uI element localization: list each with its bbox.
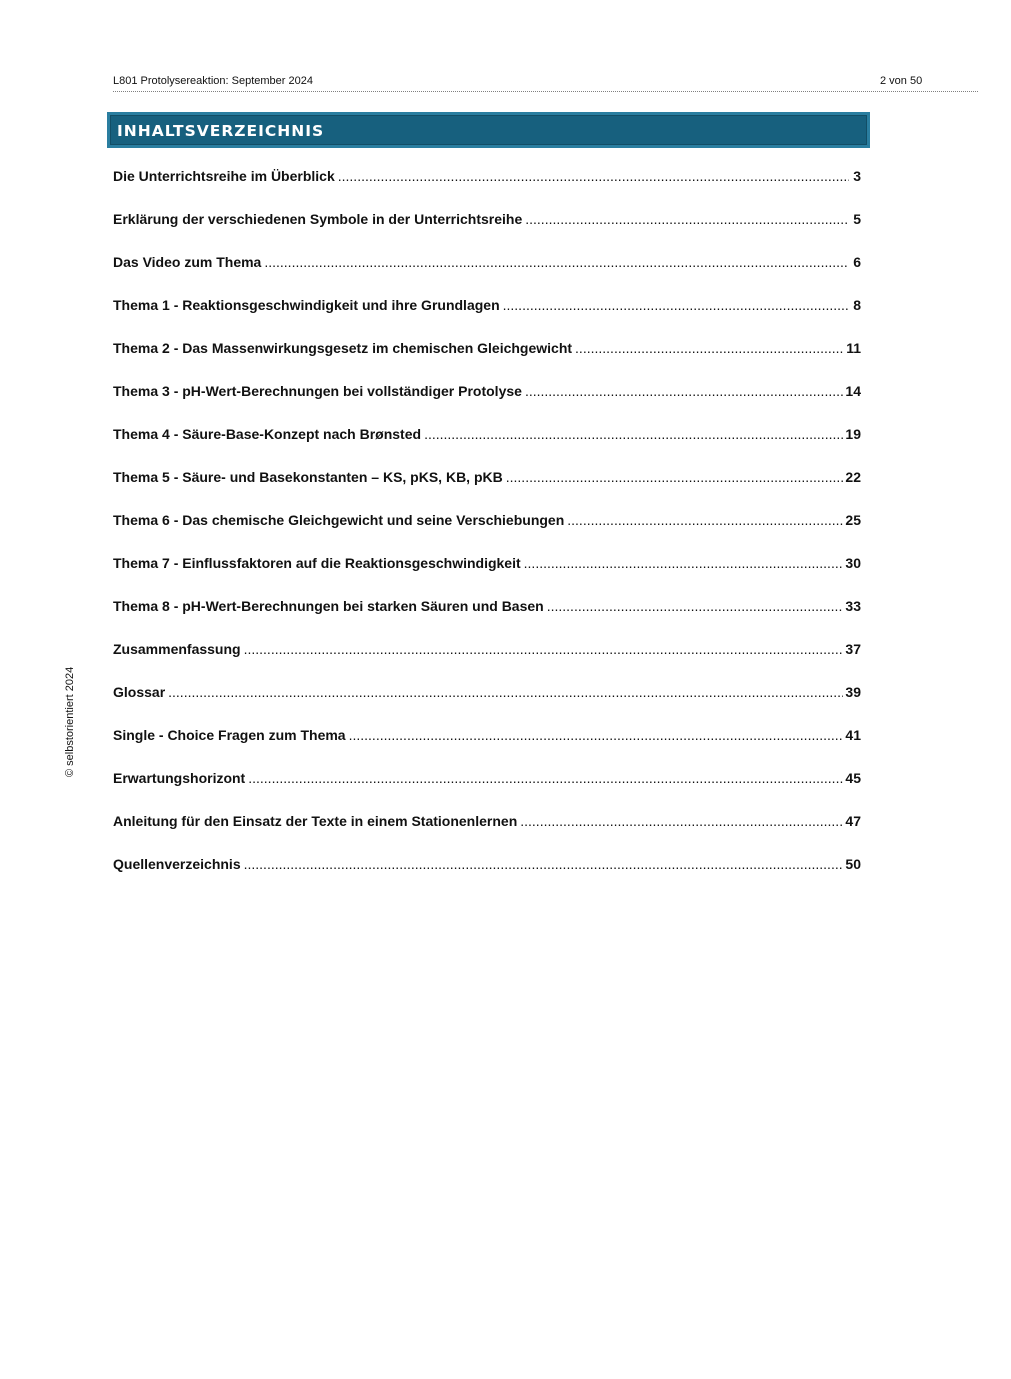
toc-entry-title: Thema 3 - pH-Wert-Berechnungen bei vollständiger Protolyse	[113, 383, 522, 399]
toc-entry-title: Thema 5 - Säure- und Basekonstanten – KS, pKS, KB, pKB	[113, 469, 503, 485]
toc-dot-leader	[424, 426, 843, 442]
toc-entry-page-number: 3	[853, 168, 861, 184]
table-of-contents	[113, 168, 861, 899]
toc-entry-page-number: 22	[845, 469, 861, 485]
copyright-note: © selbstorientiert 2024	[64, 666, 76, 777]
toc-entry-page-number: 5	[853, 211, 861, 227]
toc-entry-title: Thema 4 - Säure-Base-Konzept nach Brønsted	[113, 426, 422, 442]
toc-heading-banner	[107, 112, 870, 148]
toc-entry-page-number: 37	[845, 641, 861, 657]
toc-entry-page-number: 11	[846, 340, 861, 356]
toc-entry-page-number: 41	[845, 727, 861, 743]
toc-entry-page-number: 25	[845, 512, 861, 528]
toc-entry-title: Anleitung für den Einsatz der Texte in einem Stationenlernen	[113, 813, 518, 829]
toc-entry[interactable]	[113, 856, 861, 899]
toc-dot-leader	[547, 598, 844, 614]
toc-entry-title: Quellenverzeichnis	[113, 856, 241, 872]
toc-entry-title: Erklärung der verschiedenen Symbole in der Unterrichtsreihe	[113, 211, 523, 227]
toc-entry-page-number: 47	[845, 813, 861, 829]
toc-entry-page-number: 30	[845, 555, 861, 571]
toc-entry[interactable]	[113, 684, 861, 727]
toc-dot-leader	[168, 684, 843, 700]
toc-entry[interactable]	[113, 426, 861, 469]
toc-entry-title: Thema 7 - Einflussfaktoren auf die Reaktionsgeschwindigkeit	[113, 555, 521, 571]
page-header	[113, 75, 978, 92]
toc-entry[interactable]	[113, 340, 861, 383]
toc-dot-leader	[338, 168, 849, 184]
toc-entry-title: Thema 1 - Reaktionsgeschwindigkeit und ihre Grundlagen	[113, 297, 500, 313]
toc-entry-title: Das Video zum Thema	[113, 254, 262, 270]
toc-dot-leader	[525, 211, 849, 227]
toc-dot-leader	[567, 512, 843, 528]
toc-entry-title: Single - Choice Fragen zum Thema	[113, 727, 346, 743]
toc-entry-page-number: 8	[853, 297, 861, 313]
toc-entry[interactable]	[113, 297, 861, 340]
toc-entry[interactable]	[113, 211, 861, 254]
toc-dot-leader	[575, 340, 844, 356]
toc-entry-title: Erwartungshorizont	[113, 770, 246, 786]
toc-dot-leader	[244, 641, 844, 657]
toc-entry[interactable]	[113, 727, 861, 770]
toc-entry-page-number: 50	[845, 856, 861, 872]
page-indicator: 2 von 50	[880, 75, 923, 87]
toc-entry[interactable]	[113, 555, 861, 598]
toc-dot-leader	[244, 856, 844, 872]
toc-entry-title: Thema 8 - pH-Wert-Berechnungen bei starken Säuren und Basen	[113, 598, 544, 614]
toc-entry-title: Glossar	[113, 684, 166, 700]
toc-entry-title: Thema 2 - Das Massenwirkungsgesetz im chemischen Gleichgewicht	[113, 340, 573, 356]
toc-entry-page-number: 33	[845, 598, 861, 614]
toc-entry[interactable]	[113, 168, 861, 211]
toc-entry-page-number: 19	[845, 426, 861, 442]
toc-entry-page-number: 45	[845, 770, 861, 786]
toc-entry[interactable]	[113, 383, 861, 426]
toc-entry[interactable]	[113, 641, 861, 684]
toc-entry[interactable]	[113, 770, 861, 813]
toc-dot-leader	[506, 469, 844, 485]
toc-entry-page-number: 14	[845, 383, 861, 399]
toc-dot-leader	[264, 254, 849, 270]
toc-entry[interactable]	[113, 813, 861, 856]
toc-dot-leader	[248, 770, 843, 786]
toc-entry-page-number: 39	[845, 684, 861, 700]
toc-heading: INHALTSVERZEICHNIS	[117, 122, 325, 140]
toc-entry[interactable]	[113, 598, 861, 641]
toc-entry[interactable]	[113, 512, 861, 555]
toc-entry[interactable]	[113, 254, 861, 297]
toc-entry-title: Die Unterrichtsreihe im Überblick	[113, 168, 335, 184]
toc-dot-leader	[525, 383, 843, 399]
toc-entry-page-number: 6	[853, 254, 861, 270]
toc-dot-leader	[503, 297, 849, 313]
document-title: L801 Protolysereaktion: September 2024	[113, 75, 313, 87]
toc-dot-leader	[524, 555, 844, 571]
toc-dot-leader	[520, 813, 843, 829]
toc-dot-leader	[349, 727, 844, 743]
toc-entry-title: Zusammenfassung	[113, 641, 241, 657]
toc-entry[interactable]	[113, 469, 861, 512]
toc-entry-title: Thema 6 - Das chemische Gleichgewicht und seine Verschiebungen	[113, 512, 565, 528]
